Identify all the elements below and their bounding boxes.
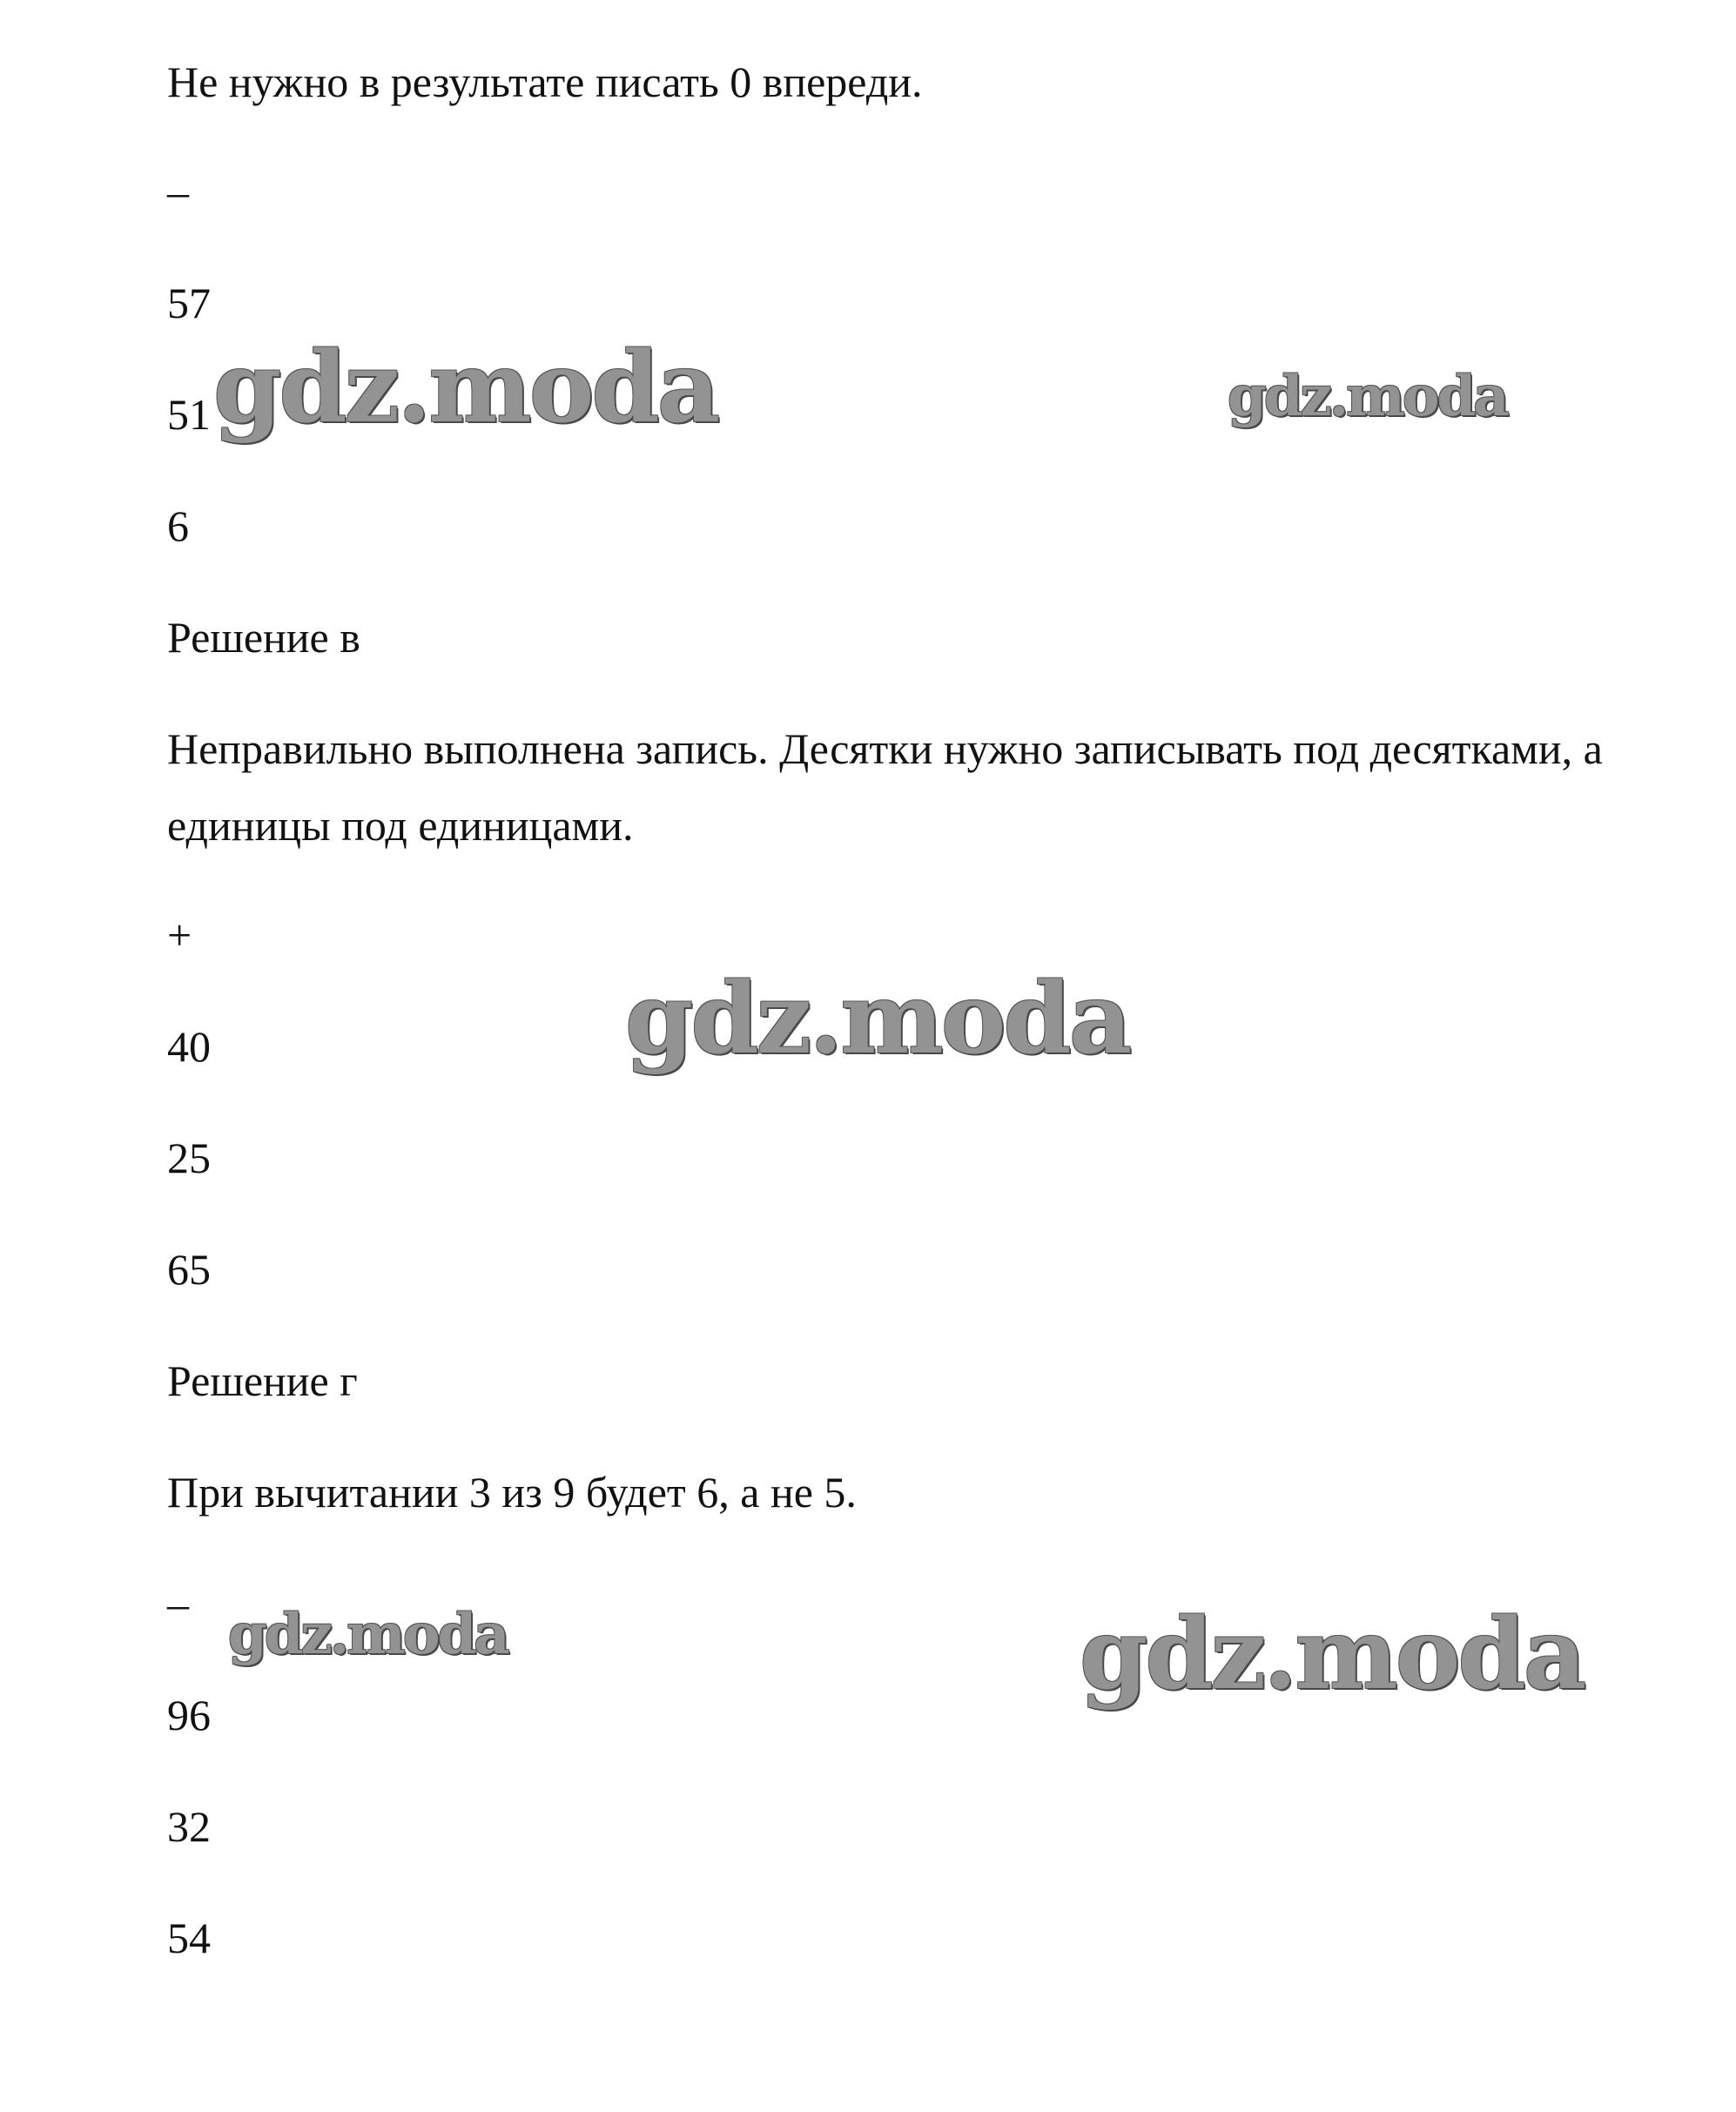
number-line: 40: [167, 1022, 211, 1071]
watermark-logo: gdz.moda: [625, 962, 1130, 1076]
number-line: 25: [167, 1133, 211, 1182]
watermark-logo: gdz.moda: [228, 1602, 508, 1667]
number-line: 6: [167, 501, 189, 550]
watermark-logo: gdz.moda: [1080, 1597, 1585, 1712]
minus-sign: –: [167, 167, 189, 216]
solution-heading: Решение г: [167, 1356, 358, 1405]
watermark-logo: gdz.moda: [213, 331, 718, 445]
text-paragraph: Неправильно выполнена запись. Десятки нужно записывать под десятками, а единицы под единицами.: [167, 724, 1603, 850]
minus-sign: –: [167, 1579, 189, 1628]
text-line: Не нужно в результате писать 0 впереди.: [167, 57, 923, 106]
watermark-logo: gdz.moda: [1228, 364, 1507, 429]
number-line: 51: [167, 390, 211, 439]
number-line: 57: [167, 279, 211, 327]
text-line: При вычитании 3 из 9 будет 6, а не 5.: [167, 1468, 857, 1517]
number-line: 32: [167, 1802, 211, 1851]
plus-sign: +: [167, 911, 192, 959]
number-line: 65: [167, 1245, 211, 1294]
number-line: 96: [167, 1691, 211, 1739]
solution-heading: Решение в: [167, 613, 360, 662]
number-line: 54: [167, 1914, 211, 1962]
